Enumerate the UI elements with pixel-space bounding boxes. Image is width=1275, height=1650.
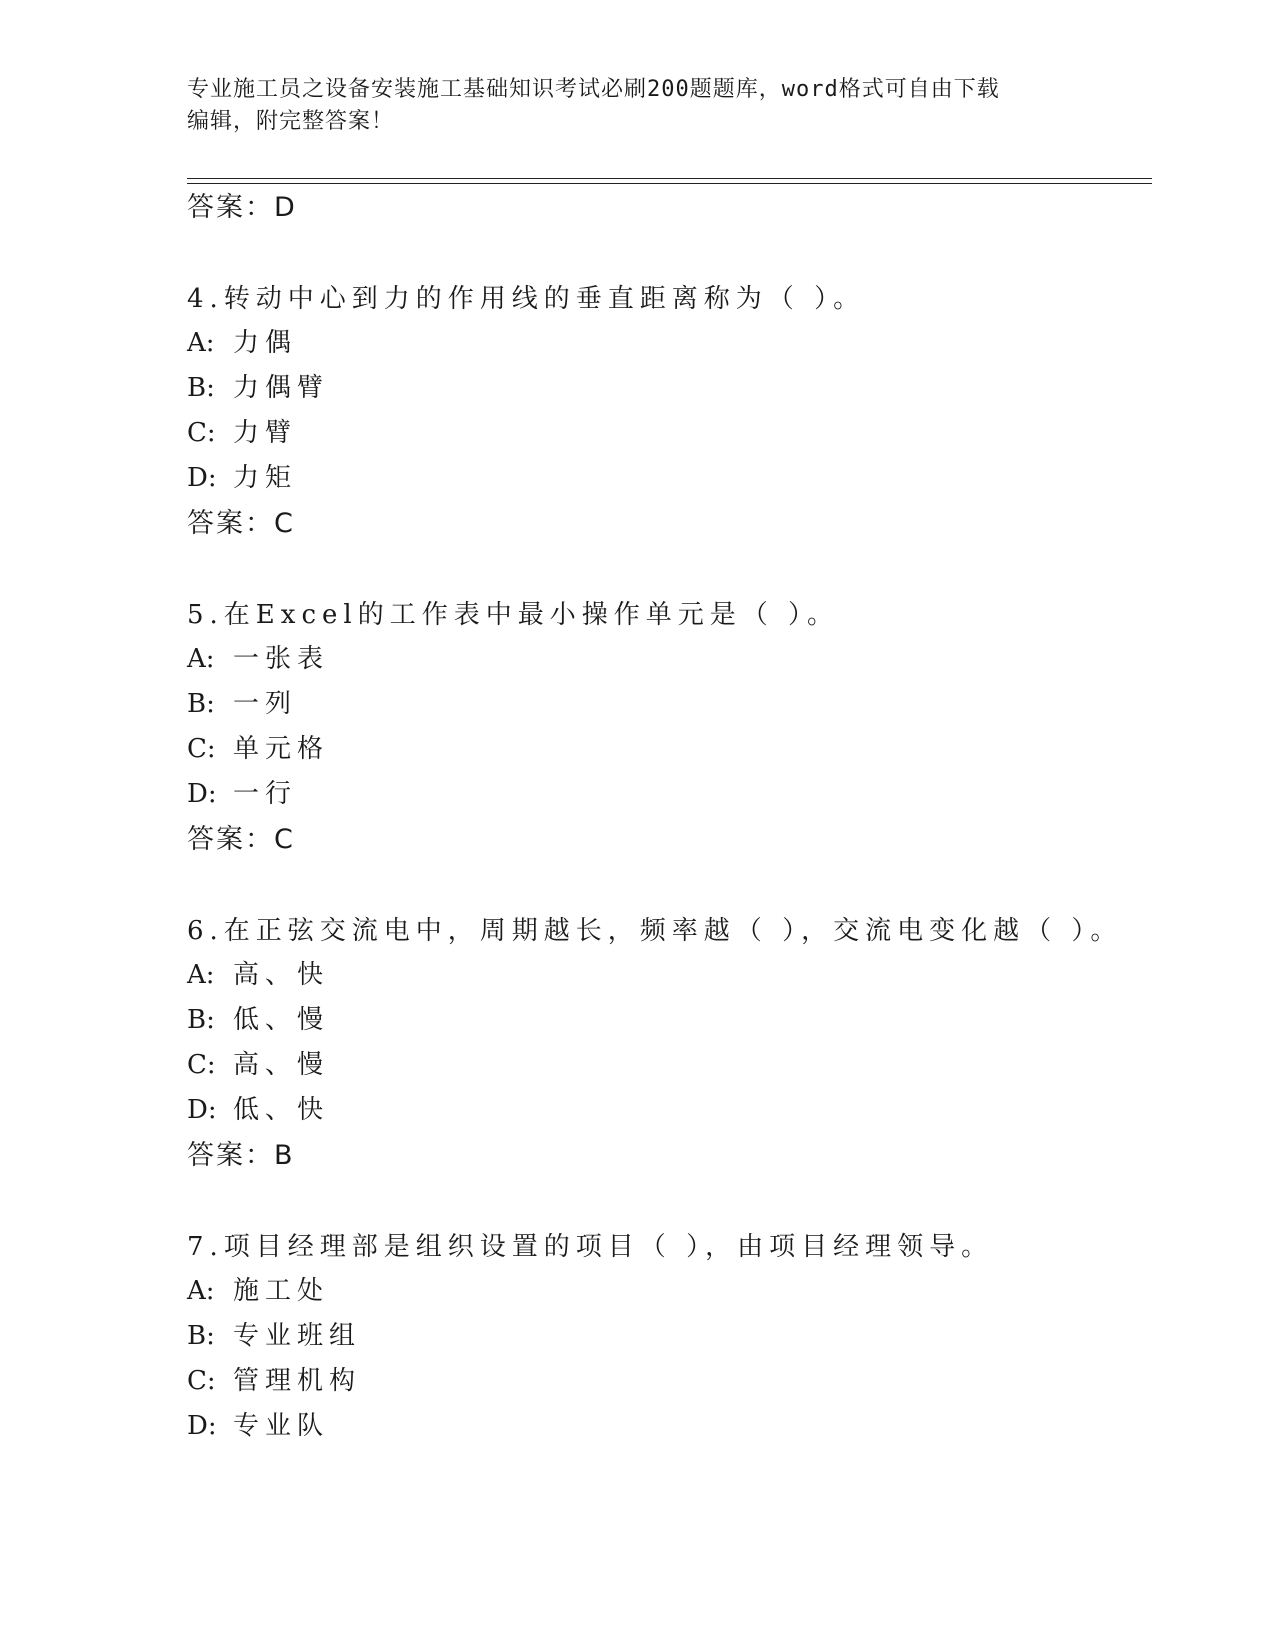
option-text: 力偶: [233, 328, 298, 358]
question-stem: 6.在正弦交流电中，周期越长，频率越（ ），交流电变化越（ ）。: [187, 916, 1123, 946]
option-b: [187, 1319, 361, 1353]
option-text: 低、慢: [233, 1005, 330, 1035]
option-text: 高、慢: [233, 1050, 330, 1080]
previous-answer: 答案：D: [187, 192, 297, 223]
option-letter: B:: [187, 1005, 215, 1035]
question-stem: 4.转动中心到力的作用线的垂直距离称为（ ）。: [187, 284, 866, 314]
header-divider-top: [187, 178, 1152, 179]
option-letter: B:: [187, 373, 215, 403]
option-letter: D:: [187, 1411, 217, 1441]
option-text: 管理机构: [233, 1366, 362, 1396]
option-letter: A:: [187, 328, 215, 358]
option-b: [187, 687, 297, 721]
option-c: [187, 1048, 329, 1082]
option-a: [187, 1274, 329, 1308]
option-a: [187, 642, 329, 676]
option-letter: C:: [187, 418, 216, 448]
option-text: 施工处: [233, 1276, 330, 1306]
option-letter: C:: [187, 1366, 216, 1396]
option-text: 单元格: [233, 734, 330, 764]
option-d: [187, 1409, 329, 1443]
option-letter: A:: [187, 960, 215, 990]
option-text: 一行: [233, 779, 298, 809]
option-c: [187, 732, 329, 766]
answer: 答案：C: [187, 508, 295, 539]
option-letter: B:: [187, 1321, 215, 1351]
question-stem: 5.在Excel的工作表中最小操作单元是（ ）。: [187, 600, 839, 630]
option-text: 高、快: [233, 960, 330, 990]
option-c: [187, 1364, 361, 1398]
option-b: [187, 371, 329, 405]
option-d: [187, 461, 297, 495]
option-c: [187, 416, 297, 450]
option-text: 专业队: [233, 1411, 330, 1441]
option-text: 力臂: [233, 418, 298, 448]
header-line-1: 专业施工员之设备安装施工基础知识考试必刷200题题库，word格式可自由下载: [187, 77, 1000, 102]
option-text: 一张表: [233, 644, 330, 674]
option-letter: D:: [187, 779, 217, 809]
header-divider-bottom: [187, 183, 1152, 184]
answer: 答案：C: [187, 824, 295, 855]
option-d: [187, 1093, 329, 1127]
option-letter: C:: [187, 734, 216, 764]
answer: 答案：B: [187, 1140, 295, 1171]
option-a: [187, 326, 297, 360]
option-d: [187, 777, 297, 811]
option-text: 力偶臂: [233, 373, 330, 403]
option-letter: D:: [187, 463, 217, 493]
option-letter: A:: [187, 644, 215, 674]
question-stem: 7.项目经理部是组织设置的项目（ ），由项目经理领导。: [187, 1232, 994, 1262]
option-letter: B:: [187, 689, 215, 719]
header-line-2: 编辑，附完整答案！: [187, 109, 395, 134]
option-letter: A:: [187, 1276, 215, 1306]
option-letter: C:: [187, 1050, 216, 1080]
option-text: 一列: [233, 689, 298, 719]
option-text: 低、快: [233, 1095, 330, 1125]
document-header: [187, 74, 1087, 138]
option-a: [187, 958, 329, 992]
option-text: 专业班组: [233, 1321, 362, 1351]
option-text: 力矩: [233, 463, 298, 493]
option-b: [187, 1003, 329, 1037]
option-letter: D:: [187, 1095, 217, 1125]
